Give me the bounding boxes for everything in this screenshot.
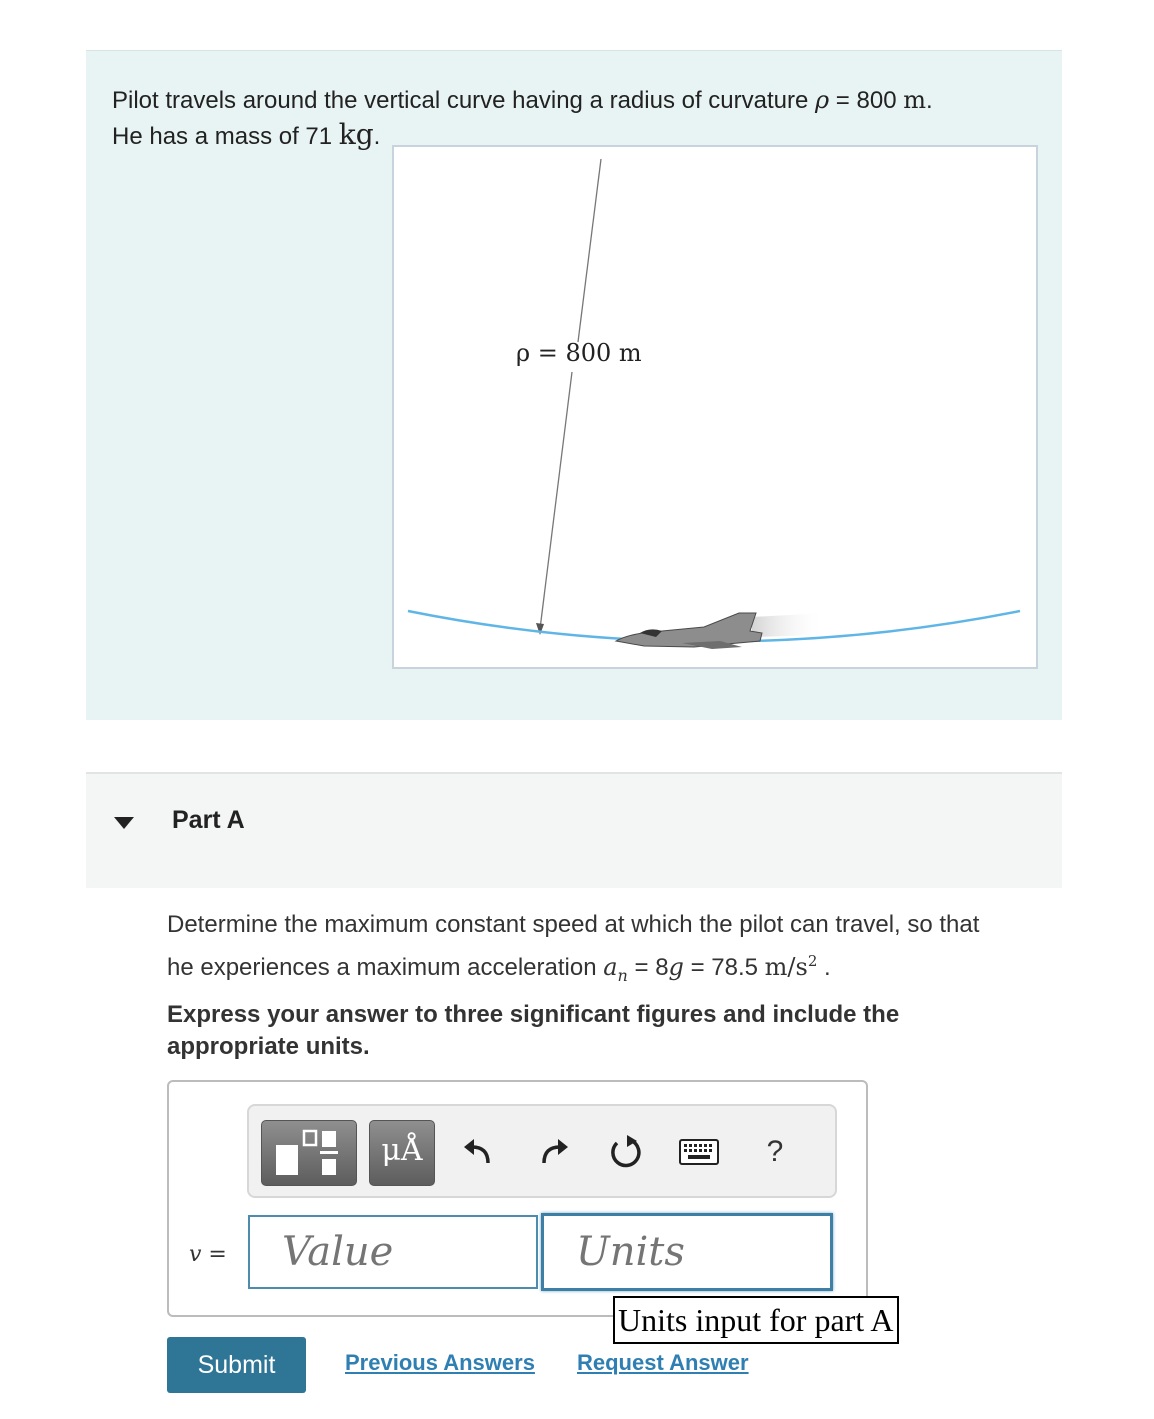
question-line-1: Determine the maximum constant speed at which the pilot can travel, so that <box>167 911 980 938</box>
accel-symbol: a <box>603 953 618 981</box>
reset-icon[interactable] <box>605 1132 645 1172</box>
mu-angstrom-button[interactable] <box>369 1120 435 1186</box>
redo-icon[interactable] <box>535 1132 575 1172</box>
mass-unit: kg <box>338 118 374 151</box>
mu-angstrom-icon: μÅ <box>381 1133 423 1168</box>
previous-answers-link[interactable]: Previous Answers <box>345 1350 535 1375</box>
problem-line-2: He has a mass of 71 <box>112 123 339 150</box>
units-input[interactable] <box>541 1213 833 1291</box>
collapse-caret-icon[interactable] <box>114 817 134 829</box>
templates-icon <box>262 1121 356 1185</box>
keyboard-icon[interactable] <box>679 1132 719 1172</box>
undo-icon[interactable] <box>457 1132 497 1172</box>
templates-button[interactable] <box>261 1120 357 1186</box>
rho-symbol: ρ <box>815 86 830 114</box>
value-input[interactable] <box>248 1215 538 1289</box>
undo-arrow-svg <box>460 1135 494 1169</box>
question-text <box>167 906 1067 994</box>
problem-figure <box>392 145 1038 669</box>
part-a-title: Part A <box>172 806 245 834</box>
jet-exhaust <box>752 613 826 637</box>
variable-label: v = <box>189 1242 227 1267</box>
rho-value: = 800 <box>829 87 904 114</box>
rho-figure-label: ρ = 800 m <box>516 339 642 367</box>
line-2-period: . <box>373 123 381 150</box>
units-tooltip: Units input for part A <box>613 1296 899 1344</box>
submit-button[interactable]: Submit <box>167 1337 306 1393</box>
accel-unit-exponent: 2 <box>807 952 818 970</box>
problem-text <box>112 83 933 154</box>
accel-subscript: n <box>617 965 628 985</box>
radius-line-upper <box>578 159 601 342</box>
question-line-2: he experiences a maximum acceleration <box>167 954 604 981</box>
answer-instruction: Express your answer to three significant figures and include the appropriate units. <box>167 1001 900 1060</box>
accel-equals: = 8 <box>627 954 669 981</box>
g-symbol: g <box>668 953 684 981</box>
keyboard-svg <box>679 1139 719 1165</box>
curve-figure-svg <box>394 147 1036 667</box>
jet-aircraft-icon <box>616 613 762 649</box>
math-toolbar <box>247 1104 837 1198</box>
problem-line-1: Pilot travels around the vertical curve having a radius of curvature <box>112 87 809 114</box>
part-a-header[interactable] <box>86 772 1062 888</box>
reset-arrow-svg <box>606 1133 644 1171</box>
accel-value: = 78.5 <box>683 954 765 981</box>
redo-arrow-svg <box>538 1135 572 1169</box>
accel-unit: m/s <box>764 953 808 981</box>
problem-statement-panel <box>86 50 1062 720</box>
answer-box <box>167 1080 868 1317</box>
help-icon[interactable]: ? <box>766 1135 784 1168</box>
question-end: . <box>817 954 831 981</box>
line-1-period: . <box>925 87 933 114</box>
radius-line-lower <box>540 372 572 629</box>
rho-unit: m <box>903 86 926 114</box>
request-answer-link[interactable]: Request Answer <box>577 1350 749 1375</box>
